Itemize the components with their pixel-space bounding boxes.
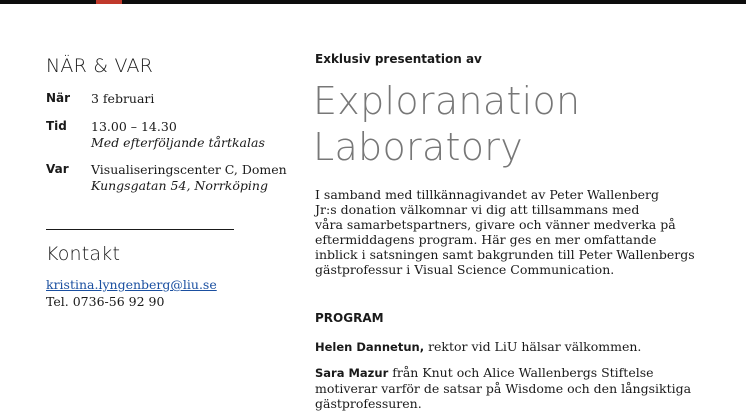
program-text: gästprofessuren.	[315, 396, 422, 411]
address-value: Kungsgatan 54, Norrköping	[91, 178, 268, 193]
intro-line: inblick i satsningen samt bakgrunden till Peter Wallenbergs	[315, 247, 695, 262]
program-text: från Knut och Alice Wallenbergs Stiftelse	[392, 365, 654, 380]
intro-line: våra samarbetspartners, givare och vänner medverka på	[315, 217, 676, 232]
program-item	[315, 365, 735, 411]
section-divider	[46, 229, 234, 230]
program-speaker: Helen Dannetun,	[315, 340, 425, 354]
program-text: motiverar varför de satsar på Wisdome och den långsiktiga	[315, 381, 692, 396]
date-value: 3 februari	[91, 91, 155, 106]
contact-phone: Tel. 0736-56 92 90	[46, 294, 165, 309]
top-banner-strip	[0, 0, 746, 4]
title-line-1: Exploranation	[313, 79, 581, 123]
program-text: rektor vid LiU hälsar välkommen.	[428, 339, 642, 354]
time-note: Med efterföljande tårtkalas	[91, 135, 265, 150]
info-label: Tid	[46, 119, 67, 133]
program-speaker: Sara Mazur	[315, 366, 389, 380]
event-kicker: Exklusiv presentation av	[315, 52, 482, 66]
program-item	[315, 339, 735, 355]
intro-line: gästprofessur i Visual Science Communication.	[315, 262, 615, 277]
intro-paragraph	[315, 187, 735, 277]
venue-value: Visualiseringscenter C, Domen	[91, 162, 287, 177]
info-value	[91, 119, 265, 151]
info-label: När	[46, 91, 71, 105]
event-title	[313, 78, 580, 170]
title-line-2: Laboratory	[313, 125, 523, 169]
intro-line: eftermiddagens program. Här ges en mer omfattande	[315, 232, 657, 247]
info-value	[91, 162, 287, 194]
intro-line: I samband med tillkännagivandet av Peter Wallenberg	[315, 187, 660, 202]
contact-heading: Kontakt	[46, 243, 121, 265]
intro-line: Jr:s donation välkomnar vi dig att tillsammans med	[315, 202, 640, 217]
program-heading: PROGRAM	[315, 311, 384, 325]
info-label: Var	[46, 162, 69, 176]
when-where-heading: NÄR & VAR	[46, 55, 154, 77]
contact-email-link[interactable]: kristina.lyngenberg@liu.se	[46, 277, 217, 292]
info-value	[91, 91, 154, 107]
time-value: 13.00 – 14.30	[91, 119, 177, 134]
banner-accent	[96, 0, 122, 4]
